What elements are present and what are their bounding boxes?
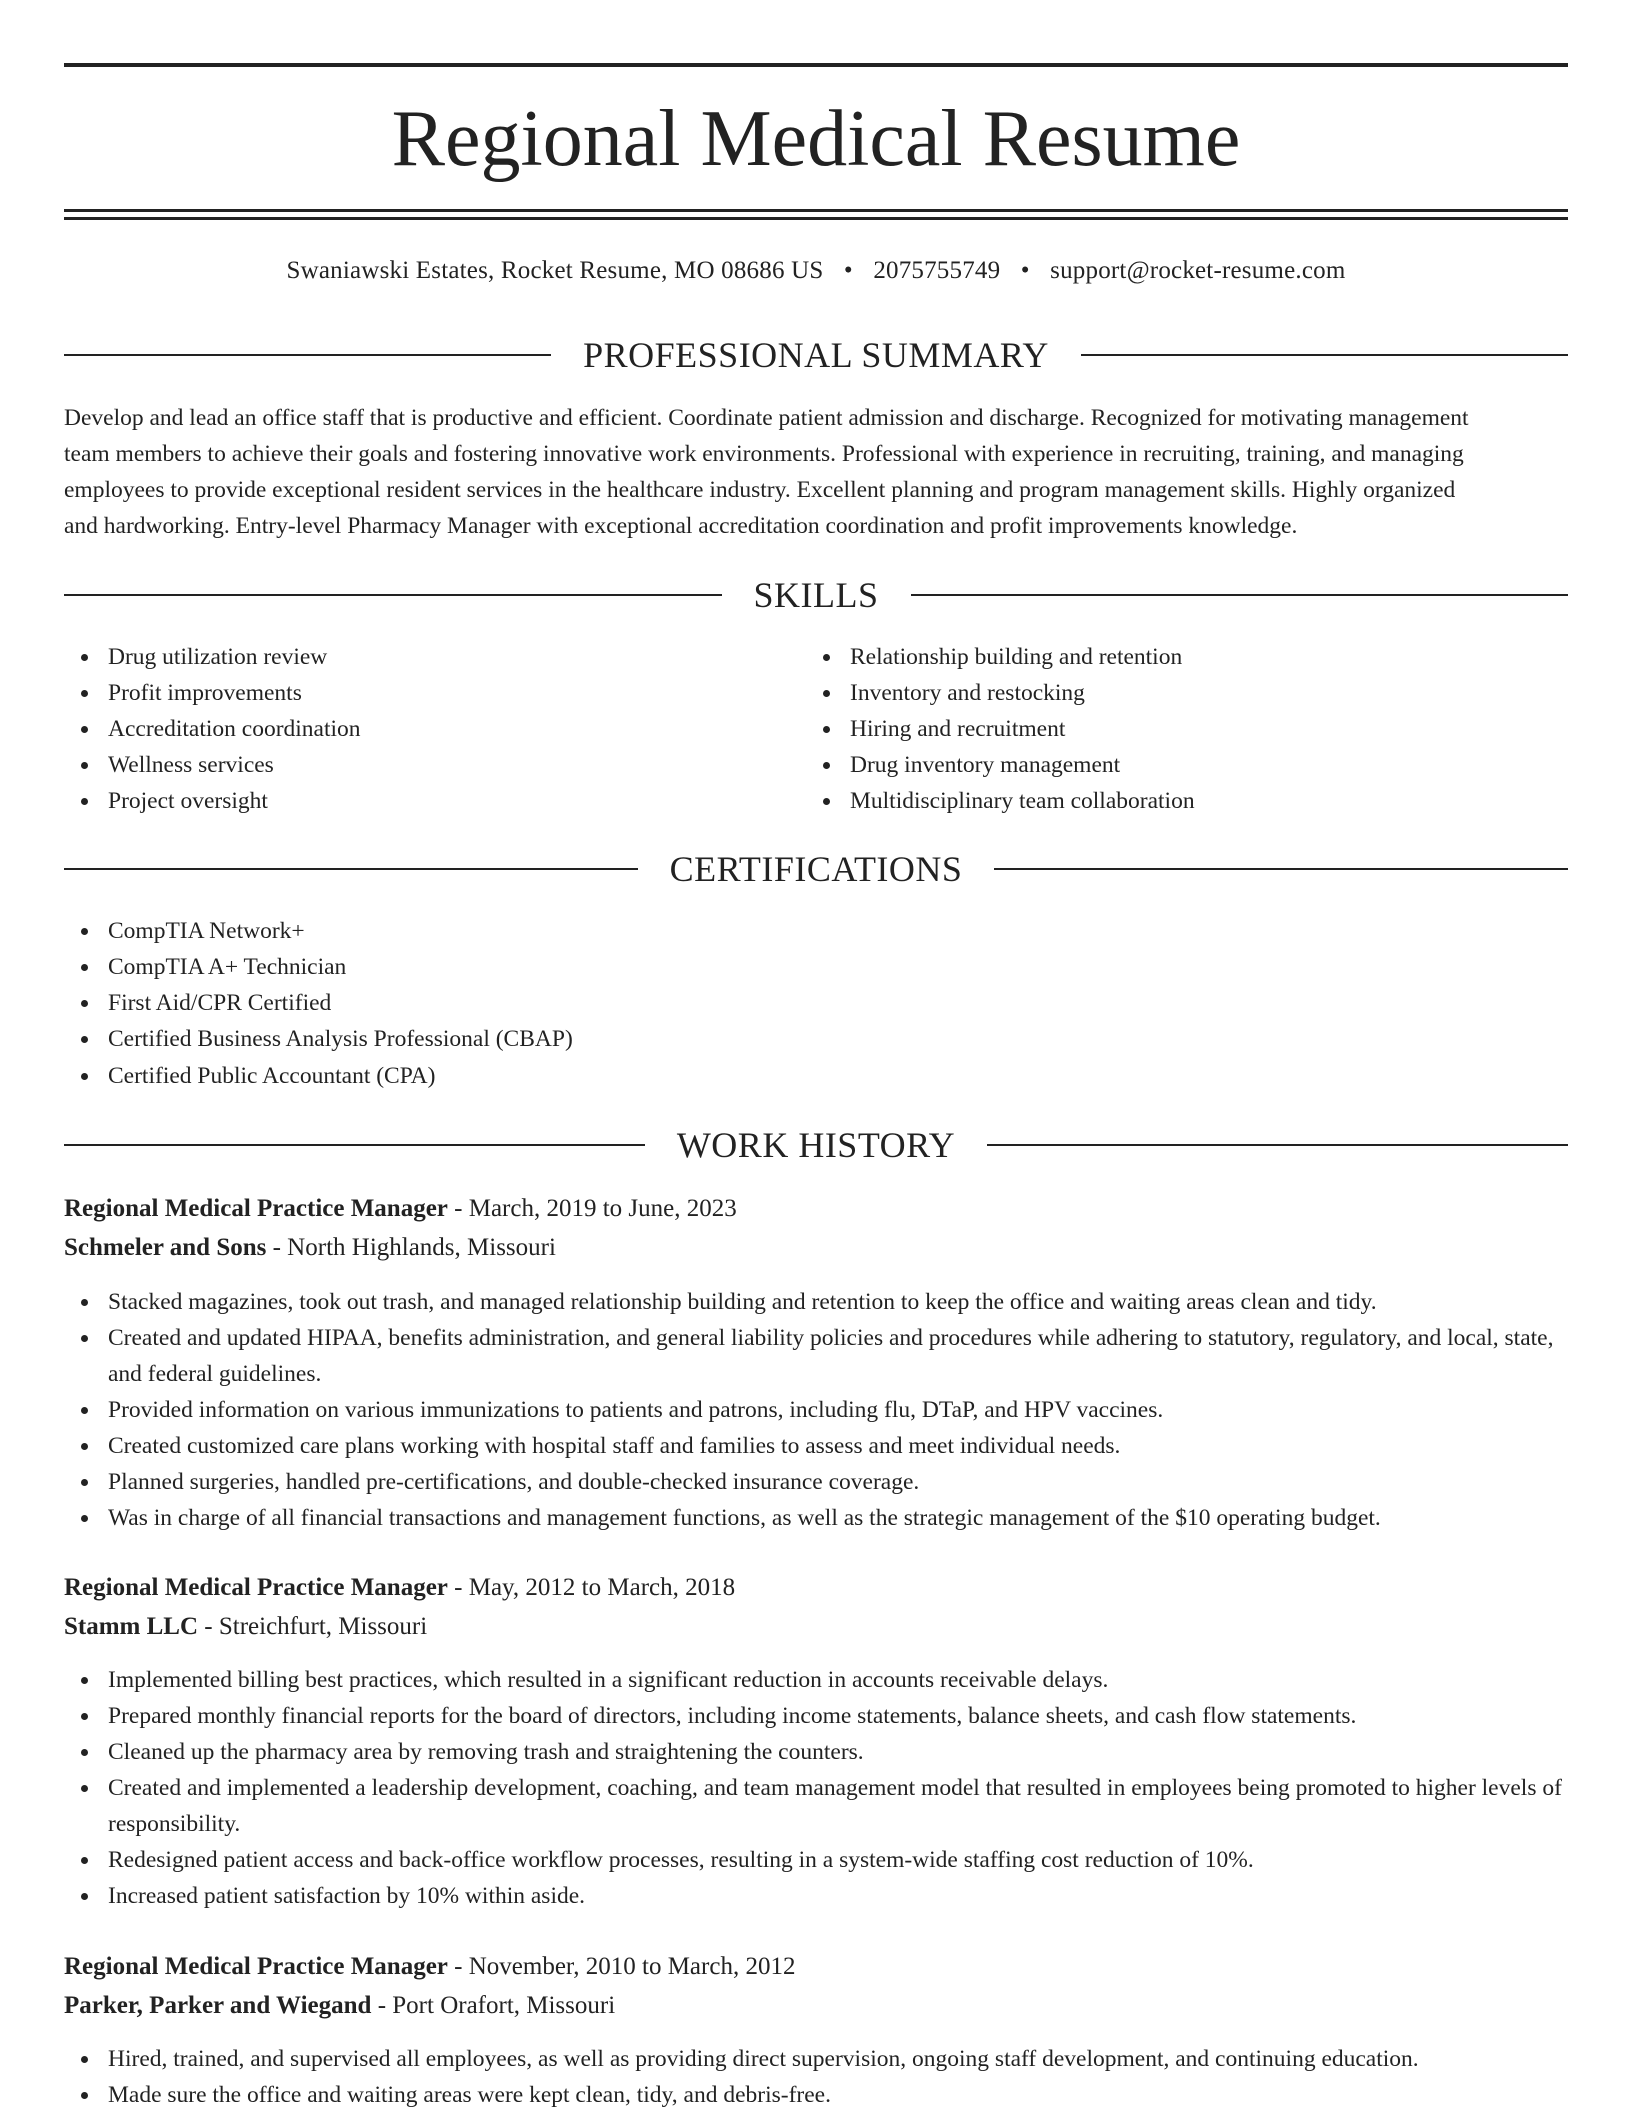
job-dates: - November, 2010 to March, 2012 xyxy=(447,1953,796,1980)
section-heading-summary xyxy=(64,331,1568,379)
section-title-summary: PROFESSIONAL SUMMARY xyxy=(583,335,1049,375)
section-title-work-history: WORK HISTORY xyxy=(676,1125,956,1165)
job-bullets xyxy=(64,2041,1568,2113)
job-title-line xyxy=(64,1948,1568,1986)
heading-rule-left xyxy=(64,1144,645,1146)
job-company-line xyxy=(64,1229,1568,1267)
skill-item: Accreditation coordination xyxy=(64,711,784,747)
job-bullet: Hired, trained, and supervised all employees, as well as providing direct supervision, ongoing staff development, and continuing education. xyxy=(64,2041,1568,2077)
job-company: Parker, Parker and Wiegand xyxy=(64,1992,372,2019)
heading-rule-left xyxy=(64,868,638,870)
contact-line xyxy=(64,253,1568,289)
header-double-rule-lower xyxy=(64,217,1568,220)
job-bullet: Planned surgeries, handled pre-certifications, and double-checked insurance coverage. xyxy=(64,1464,1568,1500)
certification-item: Certified Public Accountant (CPA) xyxy=(64,1058,1568,1094)
contact-separator: • xyxy=(843,257,853,284)
job-company: Schmeler and Sons xyxy=(64,1234,267,1261)
skills-column-right xyxy=(806,639,1566,819)
job-bullets xyxy=(64,1662,1568,1914)
job-bullet: Prepared monthly financial reports for the board of directors, including income statements, balance sheets, and cash flow statements. xyxy=(64,1698,1568,1734)
job-bullets xyxy=(64,1284,1568,1536)
skill-item: Profit improvements xyxy=(64,675,784,711)
skill-item: Hiring and recruitment xyxy=(806,711,1566,747)
summary-line: Develop and lead an office staff that is productive and efficient. Coordinate patient admission and discharge. Recognized for motivating management xyxy=(64,405,1469,431)
contact-address: Swaniawski Estates, Rocket Resume, MO 08686 US xyxy=(286,257,824,284)
section-heading-certifications xyxy=(64,845,1568,893)
skill-item: Project oversight xyxy=(64,783,784,819)
job-title: Regional Medical Practice Manager xyxy=(64,1574,448,1601)
certifications-list xyxy=(64,913,1568,1094)
summary-text xyxy=(64,400,1568,544)
skills-column-left xyxy=(64,639,784,819)
heading-rule-right xyxy=(994,868,1568,870)
job-company-line xyxy=(64,1987,1568,2025)
heading-rule-right xyxy=(987,1144,1568,1146)
summary-line: and hardworking. Entry-level Pharmacy Manager with exceptional accreditation coordination and profit improvements knowledge. xyxy=(64,513,1298,539)
job-location: - Streichfurt, Missouri xyxy=(198,1613,428,1640)
job-bullet: Provided information on various immunizations to patients and patrons, including flu, DTaP, and HPV vaccines. xyxy=(64,1392,1568,1428)
job-title: Regional Medical Practice Manager xyxy=(64,1195,448,1222)
job-bullet: Made sure the office and waiting areas were kept clean, tidy, and debris-free. xyxy=(64,2077,1568,2113)
job-bullet: Cleaned up the pharmacy area by removing trash and straightening the counters. xyxy=(64,1734,1568,1770)
job-location: - Port Orafort, Missouri xyxy=(371,1992,616,2019)
certification-item: CompTIA A+ Technician xyxy=(64,949,1568,985)
heading-rule-left xyxy=(64,354,551,356)
section-heading-skills xyxy=(64,571,1568,619)
job-dates: - March, 2019 to June, 2023 xyxy=(447,1195,737,1222)
contact-separator: • xyxy=(1020,257,1030,284)
job-bullet: Stacked magazines, took out trash, and managed relationship building and retention to keep the office and waiting areas clean and tidy. xyxy=(64,1284,1568,1320)
summary-line: team members to achieve their goals and fostering innovative work environments. Professional with experience in recruiting, training, and managing xyxy=(64,441,1464,467)
job-bullet: Created and updated HIPAA, benefits administration, and general liability policies and procedures while adhering to statutory, regulatory, and local, state, and federal guidelines. xyxy=(64,1320,1568,1392)
certification-item: Certified Business Analysis Professional (CBAP) xyxy=(64,1021,1568,1057)
skill-item: Drug utilization review xyxy=(64,639,784,675)
job-bullet: Was in charge of all financial transactions and management functions, as well as the strategic management of the $10 operating budget. xyxy=(64,1500,1568,1536)
job-title-line xyxy=(64,1190,1568,1228)
contact-email: support@rocket-resume.com xyxy=(1050,257,1346,284)
skill-item: Inventory and restocking xyxy=(806,675,1566,711)
heading-rule-right xyxy=(911,594,1569,596)
job-company: Stamm LLC xyxy=(64,1613,199,1640)
job-bullet: Redesigned patient access and back-office workflow processes, resulting in a system-wide staffing cost reduction of 10%. xyxy=(64,1842,1568,1878)
header-double-rule-upper xyxy=(64,209,1568,212)
contact-phone: 2075755749 xyxy=(873,257,1001,284)
summary-line: employees to provide exceptional resident services in the healthcare industry. Excellent planning and program management skills. Highly organized xyxy=(64,477,1456,503)
job-bullet: Implemented billing best practices, which resulted in a significant reduction in accounts receivable delays. xyxy=(64,1662,1568,1698)
certification-item: CompTIA Network+ xyxy=(64,913,1568,949)
job-dates: - May, 2012 to March, 2018 xyxy=(447,1574,736,1601)
job-company-line xyxy=(64,1608,1568,1646)
section-heading-work-history xyxy=(64,1121,1568,1169)
job-title-line xyxy=(64,1569,1568,1607)
resume-title: Regional Medical Resume xyxy=(391,95,1241,183)
header-top-rule xyxy=(64,63,1568,67)
skill-item: Relationship building and retention xyxy=(806,639,1566,675)
job-bullet: Created and implemented a leadership development, coaching, and team management model that resulted in employees being promoted to higher levels of responsibility. xyxy=(64,1770,1568,1842)
heading-rule-left xyxy=(64,594,722,596)
skill-item: Multidisciplinary team collaboration xyxy=(806,783,1566,819)
job-bullet: Created customized care plans working with hospital staff and families to assess and meet individual needs. xyxy=(64,1428,1568,1464)
skill-item: Drug inventory management xyxy=(806,747,1566,783)
heading-rule-right xyxy=(1081,354,1568,356)
section-title-certifications: CERTIFICATIONS xyxy=(669,849,963,889)
section-title-skills: SKILLS xyxy=(753,575,879,615)
job-title: Regional Medical Practice Manager xyxy=(64,1953,448,1980)
job-bullet: Increased patient satisfaction by 10% within aside. xyxy=(64,1878,1568,1914)
job-location: - North Highlands, Missouri xyxy=(266,1234,556,1261)
skill-item: Wellness services xyxy=(64,747,784,783)
certification-item: First Aid/CPR Certified xyxy=(64,985,1568,1021)
